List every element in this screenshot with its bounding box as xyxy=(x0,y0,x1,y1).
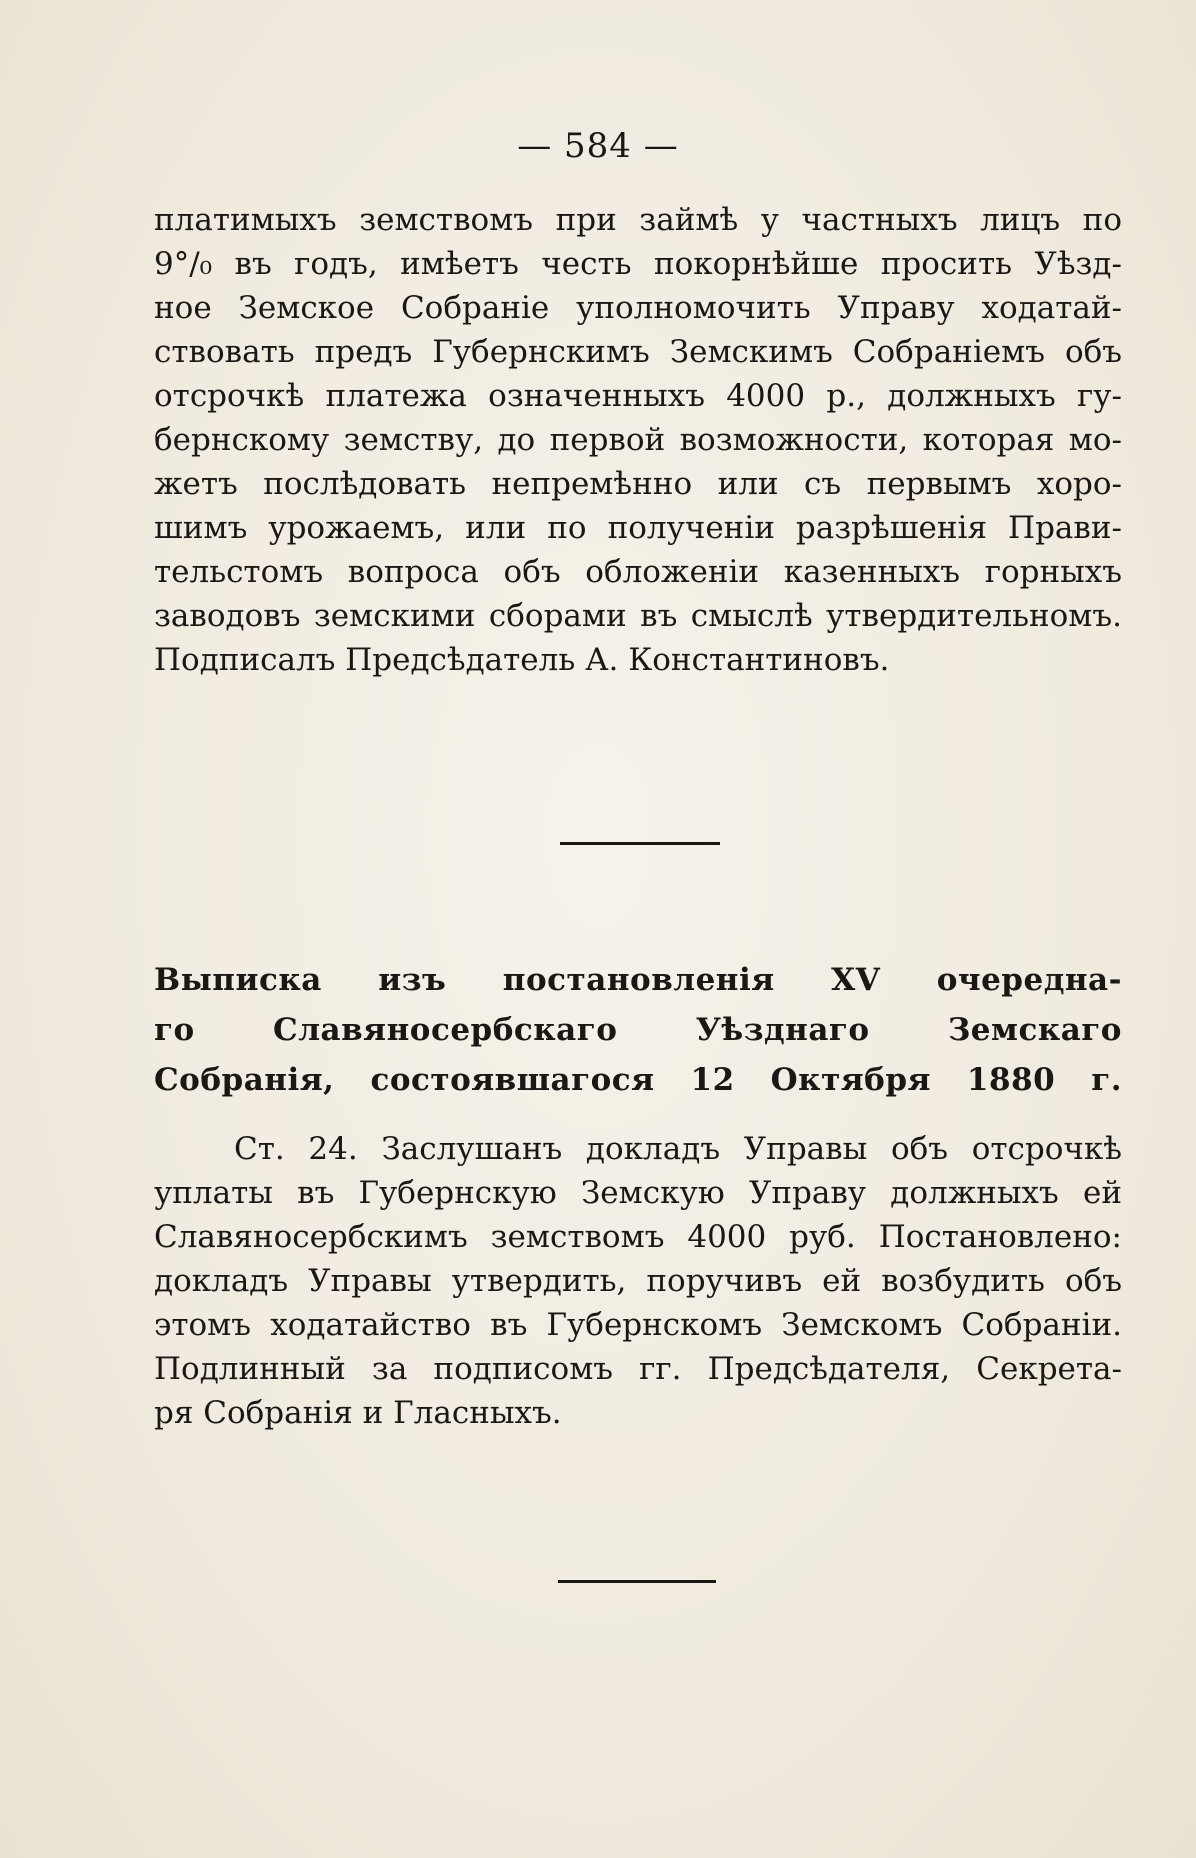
heading-line: Собранія, состоявшагося 12 Октября 1880 г. xyxy=(154,1062,1122,1098)
paragraph-continuation xyxy=(154,198,1122,682)
text-line: жетъ послѣдовать непремѣнно или съ первымъ хоро- xyxy=(154,466,1122,502)
text-line: Славяносербскимъ земствомъ 4000 руб. Постановлено: xyxy=(154,1219,1122,1255)
text-line: Подписалъ Предсѣдатель А. Константиновъ. xyxy=(154,642,890,678)
section-heading xyxy=(154,955,1122,1105)
text-line: этомъ ходатайство въ Губернскомъ Земскомъ Собраніи. xyxy=(154,1307,1122,1343)
text-line: тельстомъ вопроса объ обложеніи казенныхъ горныхъ xyxy=(154,554,1122,590)
text-line: шимъ урожаемъ, или по полученіи разрѣшенія Прави- xyxy=(154,510,1122,546)
text-line: 9°/₀ въ годъ, имѣетъ честь покорнѣйше просить Уѣзд- xyxy=(154,246,1122,282)
heading-line: Выписка изъ постановленія XV очередна- xyxy=(154,962,1122,998)
page-number: — 584 — xyxy=(517,126,679,166)
text-line: бернскому земству, до первой возможности, которая мо- xyxy=(154,422,1122,458)
text-line: ствовать предъ Губернскимъ Земскимъ Собраніемъ объ xyxy=(154,334,1122,370)
text-line: ное Земское Собраніе уполномочить Управу ходатай- xyxy=(154,290,1122,326)
text-line: заводовъ земскими сборами въ смыслѣ утвердительномъ. xyxy=(154,598,1122,634)
text-line: уплаты въ Губернскую Земскую Управу должныхъ ей xyxy=(154,1175,1122,1211)
text-line: Подлинный за подписомъ гг. Предсѣдателя, Секрета- xyxy=(154,1351,1122,1387)
text-line: Ст. 24. Заслушанъ докладъ Управы объ отсрочкѣ xyxy=(234,1131,1122,1167)
paragraph-article-24 xyxy=(154,1127,1122,1435)
end-divider xyxy=(558,1580,716,1583)
text-line: докладъ Управы утвердить, поручивъ ей возбудить объ xyxy=(154,1263,1122,1299)
text-line: ря Собранія и Гласныхъ. xyxy=(154,1395,562,1431)
section-divider xyxy=(560,842,720,845)
text-line: платимыхъ земствомъ при займѣ у частныхъ лицъ по xyxy=(154,202,1122,238)
heading-line: го Славяносербскаго Уѣзднаго Земскаго xyxy=(154,1012,1122,1048)
text-line: отсрочкѣ платежа означенныхъ 4000 р., должныхъ гу- xyxy=(154,378,1122,414)
